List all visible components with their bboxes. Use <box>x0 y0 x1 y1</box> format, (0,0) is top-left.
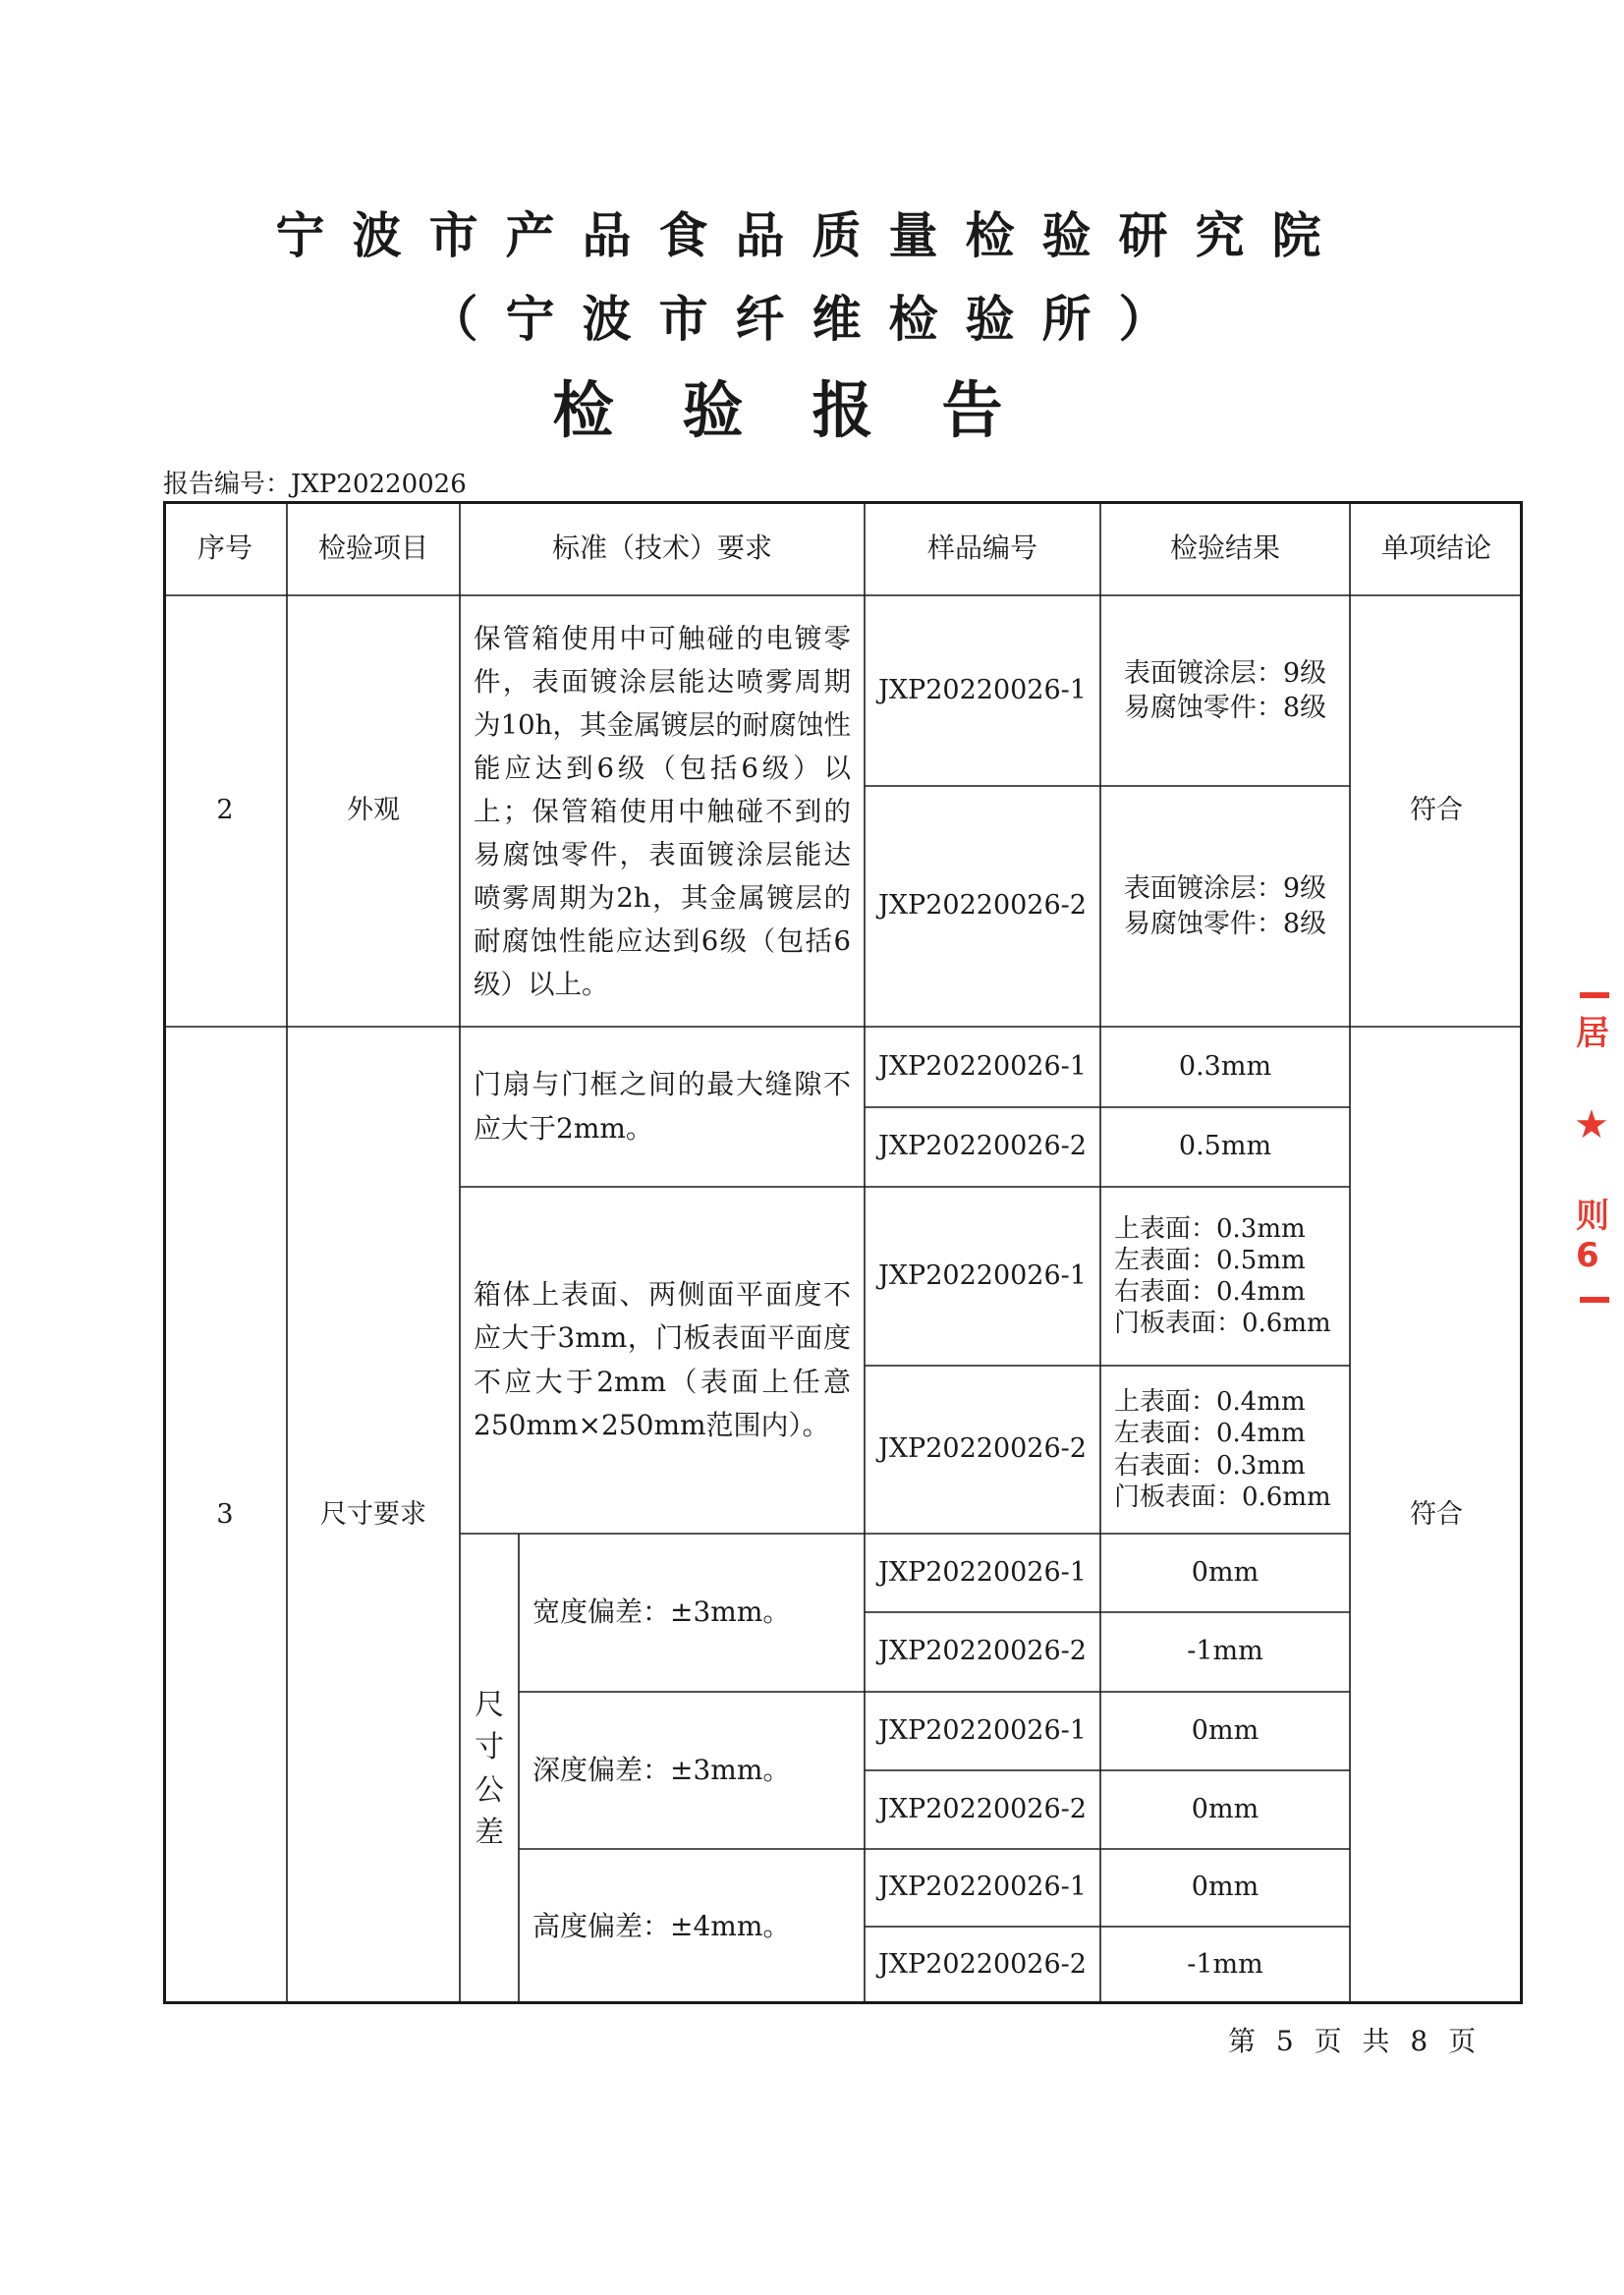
row2-sample-2-result <box>1100 786 1350 1027</box>
row2-sample-2-id: JXP20220026-2 <box>878 890 1087 922</box>
header-conclusion: 单项结论 <box>1380 532 1491 565</box>
gap-requirement: 门扇与门框之间的最大缝隙不应大于2mm。 <box>474 1068 851 1145</box>
result-line: 易腐蚀零件：8级 <box>1123 693 1327 723</box>
sub-institute-name: （宁波市纤维检验所） <box>428 290 1196 348</box>
width-requirement: 宽度偏差：±3mm。 <box>532 1595 791 1629</box>
row2-sample-1-result <box>1100 595 1350 786</box>
row3-conclusion: 符合 <box>1410 1499 1463 1531</box>
flatness-sample-1-id: JXP20220026-1 <box>878 1259 1087 1291</box>
row2-item: 外观 <box>347 795 400 826</box>
stamp-char: 6 <box>1576 1236 1599 1275</box>
result-line: 右表面：0.3mm <box>1114 1450 1306 1481</box>
width-sample-1-result: 0mm <box>1191 1556 1260 1588</box>
gap-sample-2-id: JXP20220026-2 <box>878 1131 1087 1162</box>
height-sample-1-result: 0mm <box>1191 1872 1260 1903</box>
stamp-bar <box>1580 992 1609 998</box>
row2-conclusion: 符合 <box>1410 795 1463 826</box>
tolerance-label-char: 寸 <box>475 1730 504 1764</box>
flatness-sample-2-id: JXP20220026-2 <box>878 1433 1087 1465</box>
row2-seq: 2 <box>216 795 234 826</box>
flatness-sample-1-result <box>1100 1187 1350 1366</box>
depth-sample-2-result: 0mm <box>1191 1793 1260 1824</box>
height-sample-2-result: -1mm <box>1187 1949 1263 1981</box>
header-sample-id: 样品编号 <box>926 532 1037 565</box>
row2-requirement: 保管箱使用中可触碰的电镀零件，表面镀涂层能达喷雾周期为10h，其金属镀层的耐腐蚀性能应达到6级（包括6级）以上；保管箱使用中触碰不到的易腐蚀零件，表面镀涂层能达喷雾周期为2h，其金属镀层的耐腐蚀性能应达到6级（包括6级）以上。 <box>474 622 851 1000</box>
tolerance-label-char: 尺 <box>475 1687 504 1722</box>
result-line: 表面镀涂层：9级 <box>1123 657 1327 689</box>
depth-sample-2-id: JXP20220026-2 <box>878 1793 1087 1824</box>
result-line: 左表面：0.5mm <box>1114 1245 1306 1275</box>
report-number: 报告编号：JXP20220026 <box>163 470 467 499</box>
flatness-requirement: 箱体上表面、两侧面平面度不应大于3mm，门板表面平面度不应大于2mm（表面上任意250mm×250mm范围内）。 <box>474 1278 851 1441</box>
gap-sample-2-result: 0.5mm <box>1178 1131 1272 1162</box>
result-line: 上表面：0.4mm <box>1114 1387 1306 1418</box>
result-line: 左表面：0.4mm <box>1114 1419 1306 1449</box>
result-line: 表面镀涂层：9级 <box>1123 873 1327 905</box>
depth-requirement: 深度偏差：±3mm。 <box>532 1753 791 1786</box>
header-seq: 序号 <box>196 532 252 565</box>
result-line: 右表面：0.4mm <box>1114 1277 1306 1307</box>
depth-sample-1-id: JXP20220026-1 <box>878 1714 1087 1746</box>
gap-sample-1-id: JXP20220026-1 <box>878 1050 1087 1082</box>
tolerance-label <box>460 1534 519 2004</box>
row3-item: 尺寸要求 <box>320 1499 426 1531</box>
row3-seq: 3 <box>216 1499 234 1531</box>
report-title: 检验报告 <box>552 374 1072 446</box>
flatness-sample-2-result <box>1100 1366 1350 1534</box>
result-line: 易腐蚀零件：8级 <box>1123 908 1327 939</box>
height-sample-2-id: JXP20220026-2 <box>878 1949 1087 1981</box>
stamp-char: 则 <box>1576 1197 1609 1236</box>
height-requirement: 高度偏差：±4mm。 <box>532 1909 791 1942</box>
page-number: 第 5 页 共 8 页 <box>1228 2025 1483 2057</box>
row2-sample-1-id: JXP20220026-1 <box>878 674 1087 705</box>
width-sample-2-result: -1mm <box>1187 1636 1263 1667</box>
stamp-char: 居 <box>1576 1014 1609 1053</box>
inspection-table <box>163 501 1523 2004</box>
institute-name: 宁波市产品食品质量检验研究院 <box>275 206 1349 264</box>
header-result: 检验结果 <box>1169 532 1280 565</box>
star-icon: ★ <box>1574 1102 1609 1148</box>
stamp-bar <box>1580 1297 1609 1303</box>
height-sample-1-id: JXP20220026-1 <box>878 1872 1087 1903</box>
result-line: 上表面：0.3mm <box>1114 1213 1306 1244</box>
header-item: 检验项目 <box>317 532 428 565</box>
width-sample-1-id: JXP20220026-1 <box>878 1556 1087 1588</box>
result-line: 门板表面：0.6mm <box>1114 1309 1331 1339</box>
gap-sample-1-result: 0.3mm <box>1178 1050 1272 1082</box>
tolerance-label-char: 差 <box>475 1816 504 1850</box>
result-line: 门板表面：0.6mm <box>1114 1482 1331 1512</box>
seal-stamp-fragment <box>1574 992 1613 1316</box>
header-requirement: 标准（技术）要求 <box>551 532 772 565</box>
width-sample-2-id: JXP20220026-2 <box>878 1636 1087 1667</box>
tolerance-label-char: 公 <box>475 1772 504 1808</box>
depth-sample-1-result: 0mm <box>1191 1714 1260 1746</box>
